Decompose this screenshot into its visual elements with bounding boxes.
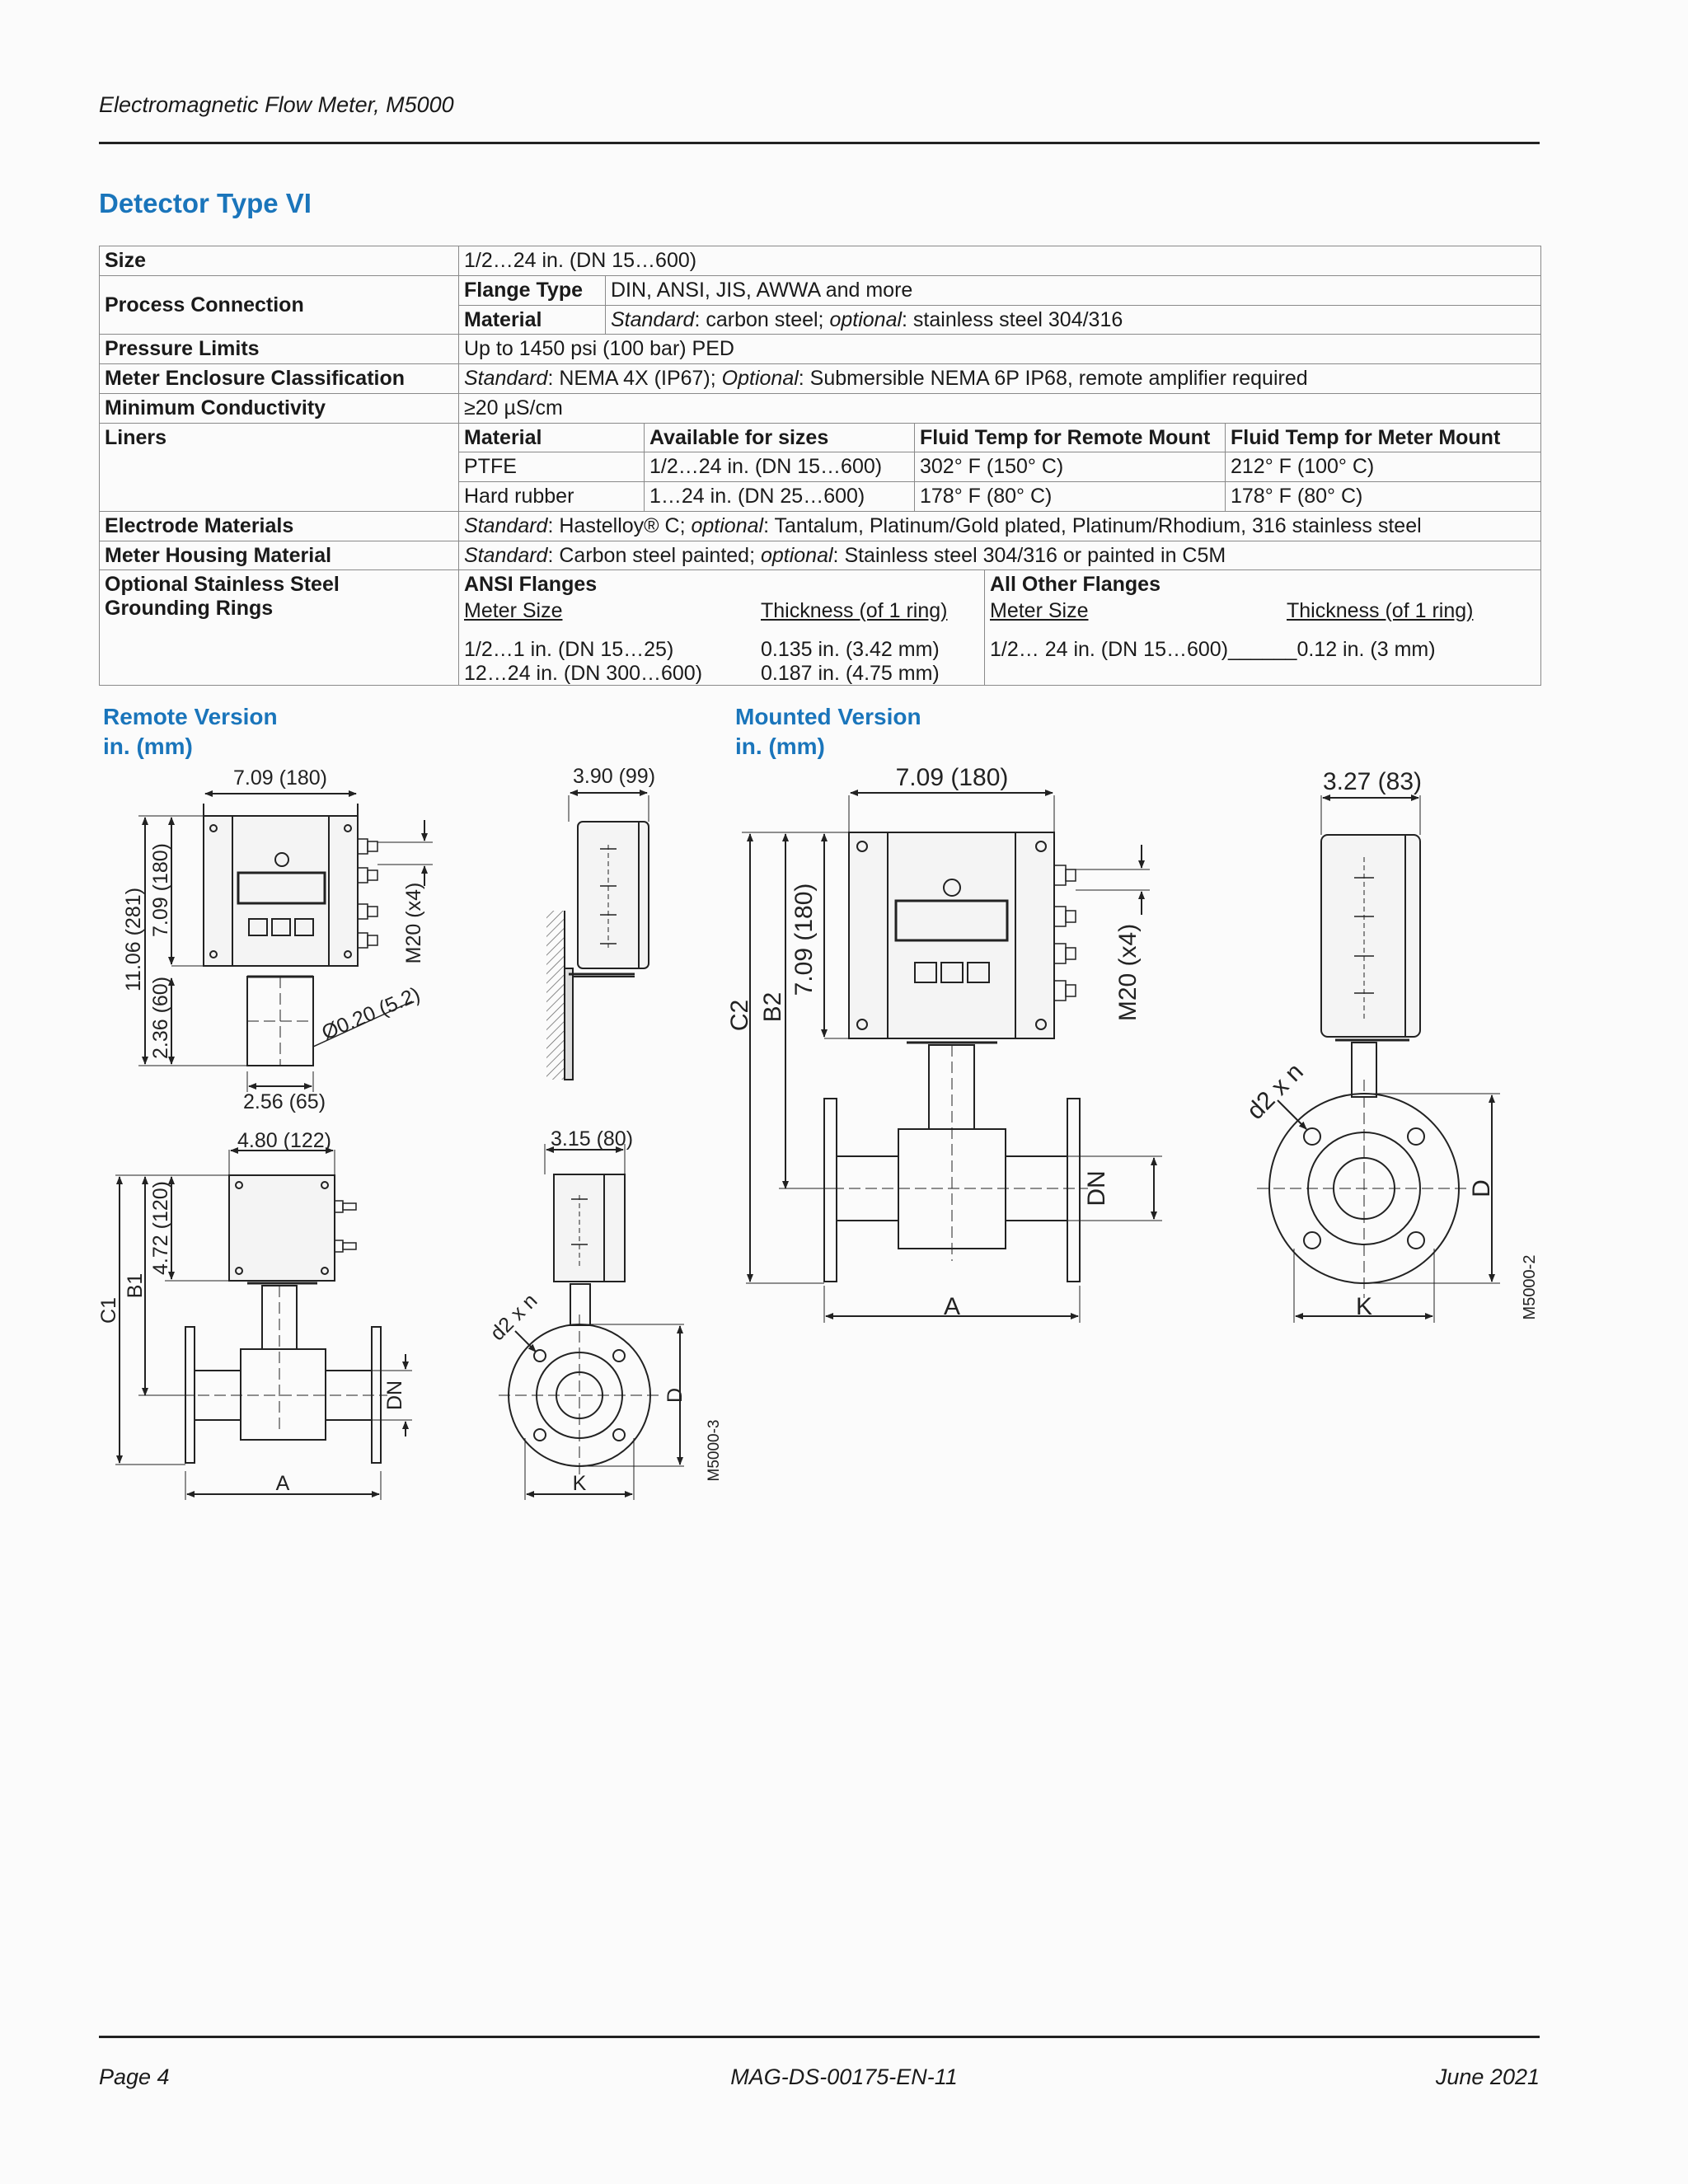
liners-label: Liners (100, 423, 459, 511)
material-label: Material (459, 305, 606, 335)
mounted-dim-d: D (1468, 1179, 1495, 1197)
remote-dim-d: D (663, 1387, 687, 1404)
remote-dim-jbox-depth: 3.15 (80) (550, 1127, 634, 1151)
footer-date: June 2021 (1435, 2064, 1540, 2089)
remote-dim-depth: 3.90 (99) (572, 765, 656, 788)
footer-rule (99, 2036, 1540, 2038)
liners-header-sizes: Available for sizes (645, 423, 915, 452)
conductivity-label: Minimum Conductivity (100, 393, 459, 423)
ansi-thickness-header: Thickness (of 1 ring) (761, 599, 948, 622)
mounted-dim-width: 7.09 (180) (895, 764, 1009, 791)
remote-dim-width: 7.09 (180) (233, 766, 327, 790)
section-title: Detector Type VI (99, 188, 312, 218)
mounted-dim-height: 7.09 (180) (790, 883, 818, 996)
mounted-dim-m20: M20 (x4) (1114, 923, 1142, 1022)
liner-sizes: 1/2…24 in. (DN 15…600) (645, 452, 915, 482)
remote-dim-height: 7.09 (180) (149, 843, 172, 937)
mounted-dim-depth: 3.27 (83) (1322, 768, 1423, 795)
mounted-version-title: Mounted Version in. (mm) (735, 704, 921, 760)
remote-figure-id: M5000-3 (706, 1419, 723, 1482)
ansi-thickness-2: 0.187 in. (4.75 mm) (761, 662, 940, 685)
size-label: Size (100, 246, 459, 276)
liner-sizes: 1…24 in. (DN 25…600) (645, 482, 915, 512)
liner-material: Hard rubber (459, 482, 645, 512)
process-connection-label: Process Connection (100, 275, 459, 335)
conductivity-value: ≥20 µS/cm (459, 393, 1541, 423)
liner-remote-temp: 178° F (80° C) (915, 482, 1226, 512)
liners-header-remote: Fluid Temp for Remote Mount (915, 423, 1226, 452)
mounted-meter-front (742, 793, 1162, 1323)
enclosure-label: Meter Enclosure Classification (100, 364, 459, 394)
material-value: Standard: carbon steel; optional: stainless steel 304/316 (606, 305, 1541, 335)
remote-dim-jbox-height: 4.72 (120) (149, 1181, 172, 1275)
grounding-rings-label: Optional Stainless Steel Grounding Rings (100, 570, 459, 686)
electrode-value: Standard: Hastelloy® C; optional: Tantalum, Platinum/Gold plated, Platinum/Rhodium, 316 stainless steel (459, 511, 1541, 541)
liner-material: PTFE (459, 452, 645, 482)
remote-dim-mount: 2.36 (60) (149, 976, 172, 1060)
mounted-dim-a: A (943, 1293, 961, 1320)
remote-transmitter-side (546, 793, 649, 1080)
remote-dim-k: K (572, 1472, 587, 1495)
mounted-dim-b2: B2 (759, 991, 786, 1023)
flange-type-label: Flange Type (459, 275, 606, 305)
remote-transmitter-front (138, 794, 433, 1092)
mounted-dim-c2: C2 (726, 999, 753, 1032)
size-value: 1/2…24 in. (DN 15…600) (459, 246, 1541, 276)
footer-page: Page 4 (99, 2064, 170, 2089)
other-thickness-header: Thickness (of 1 ring) (1287, 599, 1474, 622)
pressure-label: Pressure Limits (100, 335, 459, 364)
ansi-flanges-title: ANSI Flanges (464, 573, 598, 597)
remote-dim-dn: DN (383, 1380, 406, 1411)
mounted-dim-k: K (1355, 1293, 1373, 1320)
ansi-meter-size-header: Meter Size (464, 599, 563, 622)
footer-doc-id: MAG-DS-00175-EN-11 (730, 2064, 958, 2089)
liner-meter-temp: 178° F (80° C) (1226, 482, 1541, 512)
ansi-thickness-1: 0.135 in. (3.42 mm) (761, 638, 940, 661)
remote-dim-d2n: d2 x n (485, 1289, 542, 1346)
mounted-figure-id: M5000-2 (1521, 1254, 1539, 1320)
mounted-meter-side (1257, 795, 1500, 1323)
remote-dim-c1: C1 (97, 1297, 120, 1324)
liner-remote-temp: 302° F (150° C) (915, 452, 1226, 482)
electrode-label: Electrode Materials (100, 511, 459, 541)
pressure-value: Up to 1450 psi (100 bar) PED (459, 335, 1541, 364)
other-meter-size-header: Meter Size (990, 599, 1089, 622)
ansi-size-1: 1/2…1 in. (DN 15…25) (464, 638, 674, 661)
housing-value: Standard: Carbon steel painted; optional: Stainless steel 304/316 or painted in C5M (459, 541, 1541, 570)
liners-header-meter: Fluid Temp for Meter Mount (1226, 423, 1541, 452)
other-flanges-title: All Other Flanges (990, 573, 1160, 597)
remote-dim-a: A (275, 1472, 290, 1495)
ansi-size-2: 12…24 in. (DN 300…600) (464, 662, 703, 685)
mounted-dim-d2n: d2 x n (1241, 1057, 1309, 1125)
housing-label: Meter Housing Material (100, 541, 459, 570)
other-flange-row: 1/2… 24 in. (DN 15…600)______0.12 in. (3 mm) (990, 638, 1436, 661)
remote-dim-total: 11.06 (281) (122, 887, 145, 992)
remote-dim-m20: M20 (x4) (402, 882, 425, 964)
liners-header-material: Material (459, 423, 645, 452)
remote-dim-jbox-width: 4.80 (122) (237, 1129, 331, 1152)
mounted-dim-dn: DN (1083, 1170, 1110, 1207)
remote-detector-side (499, 1144, 684, 1500)
liner-meter-temp: 212° F (100° C) (1226, 452, 1541, 482)
remote-dim-b1: B1 (124, 1272, 147, 1299)
remote-dim-hole: Ø0.20 (5.2) (318, 982, 424, 1045)
remote-version-title: Remote Version in. (mm) (103, 704, 278, 760)
enclosure-value: Standard: NEMA 4X (IP67); Optional: Submersible NEMA 6P IP68, remote amplifier required (459, 364, 1541, 394)
flange-type-value: DIN, ANSI, JIS, AWWA and more (606, 275, 1541, 305)
document-header-title: Electromagnetic Flow Meter, M5000 (99, 92, 454, 117)
remote-dim-mount-width: 2.56 (65) (242, 1090, 326, 1113)
